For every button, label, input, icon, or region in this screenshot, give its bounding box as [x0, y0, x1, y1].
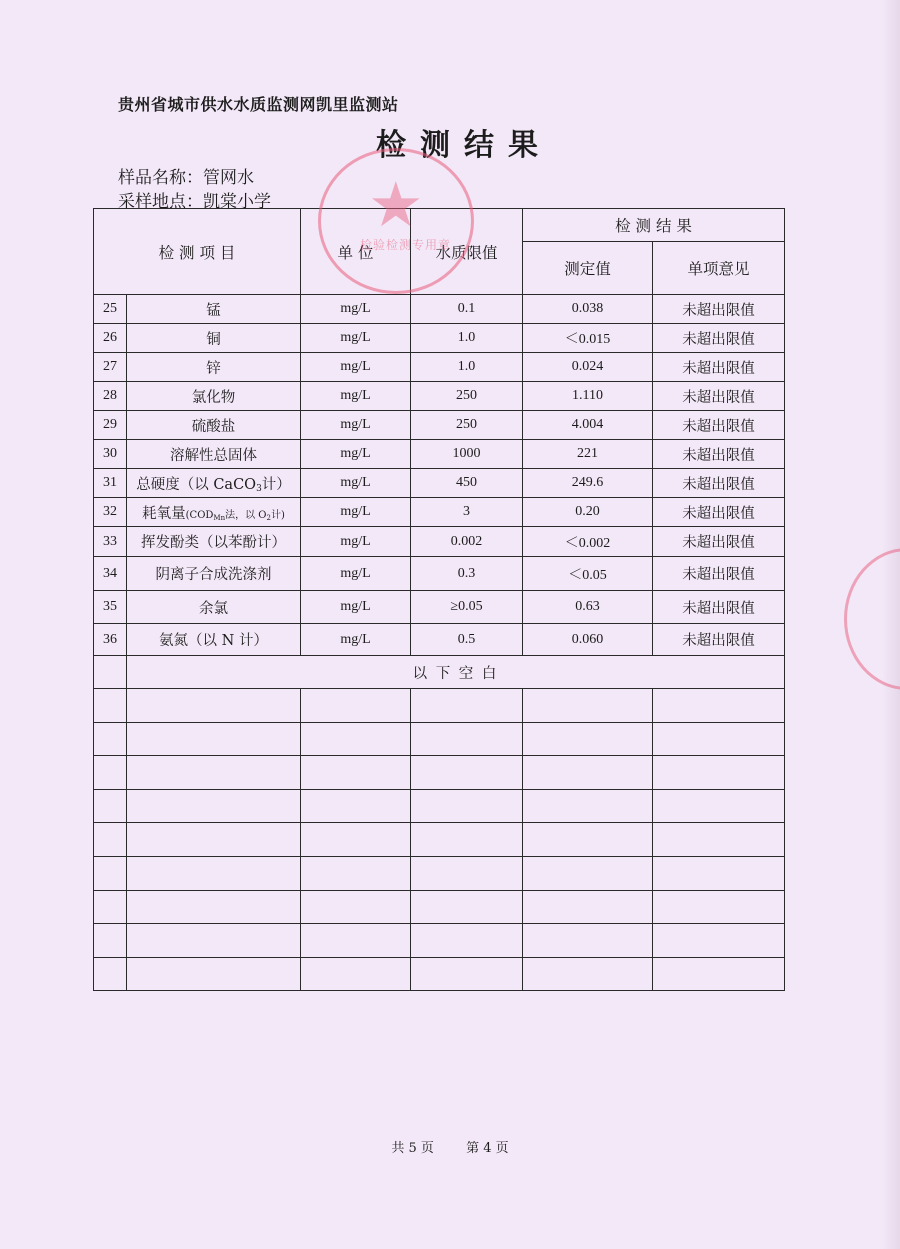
sample-name: 样品名称：管网水 [118, 168, 254, 188]
row-number: 27 [94, 353, 127, 382]
row-item: 铜 [127, 324, 301, 353]
row-value: 4.004 [523, 411, 653, 440]
row-unit: mg/L [301, 469, 411, 498]
row-unit: mg/L [301, 557, 411, 591]
table-row [94, 591, 785, 624]
item-text-tail: 计） [261, 476, 291, 493]
table-row [94, 624, 785, 656]
row-limit: 0.5 [411, 624, 523, 656]
row-unit: mg/L [301, 353, 411, 382]
row-unit: mg/L [301, 411, 411, 440]
row-opinion: 未超出限值 [653, 353, 785, 382]
table-row [94, 353, 785, 382]
edge-seal [844, 548, 900, 690]
row-unit: mg/L [301, 591, 411, 624]
row-opinion: 未超出限值 [653, 440, 785, 469]
row-value: 0.038 [523, 295, 653, 324]
header-limit: 水质限值 [411, 209, 523, 295]
row-number: 28 [94, 382, 127, 411]
row-value: 249.6 [523, 469, 653, 498]
row-item: 余氯 [127, 591, 301, 624]
row-number: 31 [94, 469, 127, 498]
row-limit: 1.0 [411, 324, 523, 353]
empty-row [94, 823, 785, 857]
blank-cell [94, 656, 127, 689]
row-number: 29 [94, 411, 127, 440]
row-limit: 450 [411, 469, 523, 498]
row-limit: 3 [411, 498, 523, 527]
item-text: 耗氧量 [142, 505, 186, 522]
row-unit: mg/L [301, 324, 411, 353]
row-item: 氯化物 [127, 382, 301, 411]
row-limit: 1000 [411, 440, 523, 469]
row-opinion: 未超出限值 [653, 411, 785, 440]
row-number: 33 [94, 527, 127, 557]
item-subscript-2: 2 [266, 513, 271, 522]
row-value: ＜0.002 [523, 527, 653, 557]
row-number: 34 [94, 557, 127, 591]
row-number: 35 [94, 591, 127, 624]
row-opinion: 未超出限值 [653, 382, 785, 411]
item-subscript: 3 [256, 483, 262, 494]
organization-name: 贵州省城市供水水质监测网凯里监测站 [118, 95, 399, 114]
row-value: ＜0.05 [523, 557, 653, 591]
row-item: 硫酸盐 [127, 411, 301, 440]
row-number: 30 [94, 440, 127, 469]
row-unit: mg/L [301, 527, 411, 557]
results-table-wrap [93, 208, 784, 991]
row-opinion: 未超出限值 [653, 557, 785, 591]
row-item: 阴离子合成洗涤剂 [127, 557, 301, 591]
row-limit: 250 [411, 382, 523, 411]
empty-row [94, 924, 785, 958]
row-number: 32 [94, 498, 127, 527]
row-limit: 1.0 [411, 353, 523, 382]
header-unit: 单 位 [301, 209, 411, 295]
table-row [94, 440, 785, 469]
row-value: 0.63 [523, 591, 653, 624]
table-row [94, 324, 785, 353]
table-row [94, 469, 785, 498]
item-note-b: 法，以 O [225, 509, 267, 521]
row-opinion: 未超出限值 [653, 295, 785, 324]
row-item: 溶解性总固体 [127, 440, 301, 469]
table-row [94, 382, 785, 411]
table-row [94, 295, 785, 324]
item-subscript: Mn [213, 513, 226, 522]
seal-star-icon: ★ [368, 168, 424, 241]
row-number: 25 [94, 295, 127, 324]
item-note-a: (COD [185, 509, 214, 521]
table-row [94, 557, 785, 591]
empty-row [94, 958, 785, 991]
item-note-c: 计) [270, 509, 285, 521]
page-footer [0, 1137, 900, 1156]
row-item [127, 498, 301, 527]
total-pages: 共 5 页 [391, 1141, 434, 1156]
page-title: 检测结果 [376, 128, 552, 163]
sample-site: 采样地点：凯棠小学 [118, 192, 271, 212]
row-item: 氨氮（以 N 计） [127, 624, 301, 656]
empty-row [94, 891, 785, 924]
row-limit: ≥0.05 [411, 591, 523, 624]
row-limit: 0.3 [411, 557, 523, 591]
current-page: 第 4 页 [466, 1141, 509, 1156]
row-number: 36 [94, 624, 127, 656]
header-opinion: 单项意见 [653, 242, 785, 295]
row-item [127, 469, 301, 498]
blank-note-row [94, 656, 785, 689]
row-opinion: 未超出限值 [653, 591, 785, 624]
empty-row [94, 723, 785, 756]
row-item: 锰 [127, 295, 301, 324]
row-opinion: 未超出限值 [653, 498, 785, 527]
table-row [94, 498, 785, 527]
empty-row [94, 756, 785, 790]
row-unit: mg/L [301, 382, 411, 411]
row-opinion: 未超出限值 [653, 624, 785, 656]
table-row [94, 411, 785, 440]
row-value: 221 [523, 440, 653, 469]
empty-row [94, 857, 785, 891]
row-unit: mg/L [301, 440, 411, 469]
header-item: 检 测 项 目 [94, 209, 301, 295]
row-item: 挥发酚类（以苯酚计） [127, 527, 301, 557]
row-value: 1.110 [523, 382, 653, 411]
row-value: 0.20 [523, 498, 653, 527]
item-text: 总硬度（以 CaCO [136, 476, 257, 493]
empty-row [94, 689, 785, 723]
row-unit: mg/L [301, 498, 411, 527]
row-value: 0.024 [523, 353, 653, 382]
row-value: ＜0.015 [523, 324, 653, 353]
blank-note: 以 下 空 白 [127, 656, 785, 689]
seal-text: 检验检测专用章 [360, 238, 452, 252]
row-opinion: 未超出限值 [653, 469, 785, 498]
row-limit: 0.1 [411, 295, 523, 324]
table-row [94, 527, 785, 557]
header-result-group: 检 测 结 果 [523, 209, 785, 242]
row-number: 26 [94, 324, 127, 353]
results-table [93, 208, 785, 991]
row-unit: mg/L [301, 624, 411, 656]
row-value: 0.060 [523, 624, 653, 656]
row-unit: mg/L [301, 295, 411, 324]
row-limit: 250 [411, 411, 523, 440]
row-limit: 0.002 [411, 527, 523, 557]
row-opinion: 未超出限值 [653, 324, 785, 353]
row-item: 锌 [127, 353, 301, 382]
row-opinion: 未超出限值 [653, 527, 785, 557]
empty-row [94, 790, 785, 823]
header-measured: 测定值 [523, 242, 653, 295]
